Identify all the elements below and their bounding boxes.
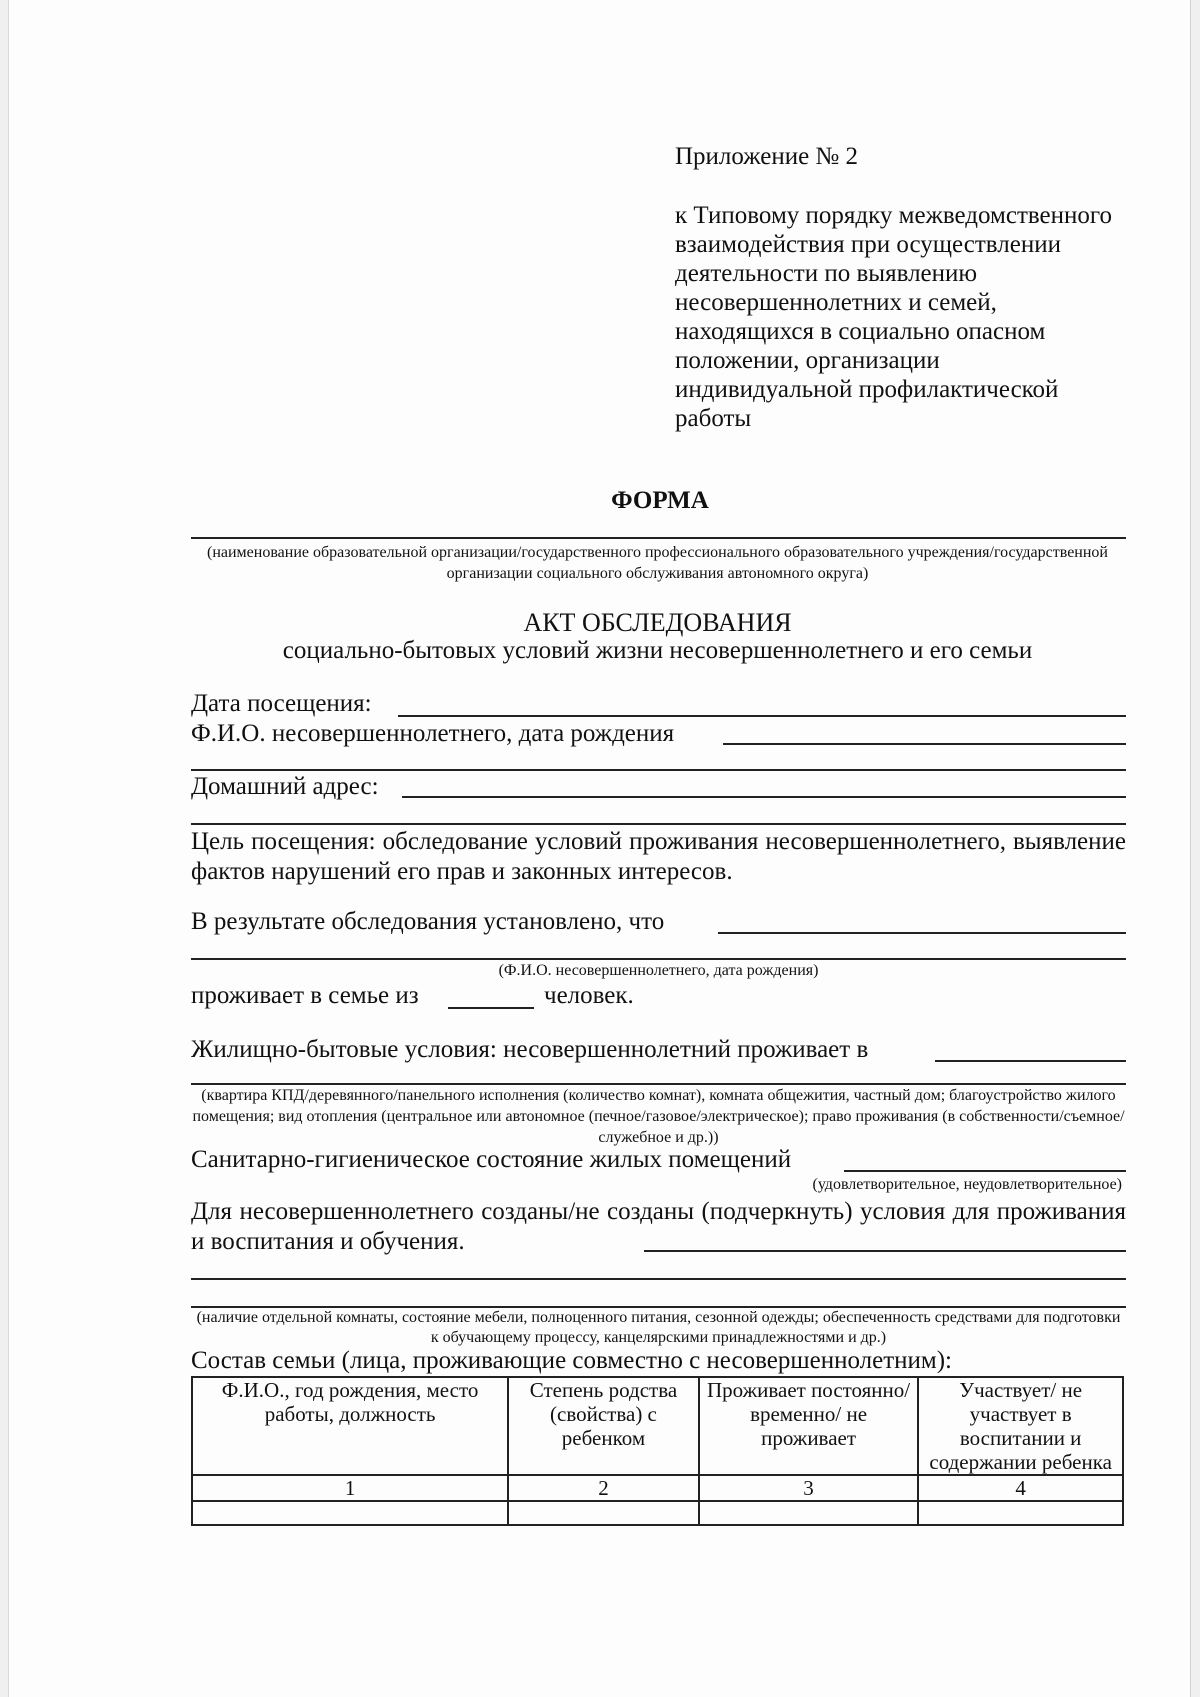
result-line-2 bbox=[191, 958, 1126, 960]
appendix-text: к Типовому порядку межведомственного взаимодействия при осуществлении деятельности по выявлению несовершеннолетних и семей, находящихся в социально опасном положении, организации индивидуальной профилактической работы bbox=[675, 202, 1113, 432]
table-row bbox=[192, 1501, 1123, 1525]
visit-date-label: Дата посещения: bbox=[191, 690, 372, 717]
table-cell bbox=[192, 1501, 508, 1525]
conditions-caption: (наличие отдельной комнаты, состояние мебели, полноценного питания, сезонной одежды; обеспеченность средствами для подготовки к обучающему процессу, канцелярскими принадлежностями и др.) bbox=[196, 1309, 1121, 1346]
result-caption: (Ф.И.О. несовершеннолетнего, дата рождения) bbox=[498, 962, 819, 979]
housing-caption: (квартира КПД/деревянного/панельного исполнения (количество комнат), комната общежития, частный дом; благоустройство жилого помещения; вид отопления (центральное или автономное (печное/газовое/электрическое); право проживания (в собственности/съемное/служебное и др.)) bbox=[192, 1087, 1125, 1146]
family-composition-title: Состав семьи (лица, проживающие совместно с несовершеннолетним): bbox=[191, 1347, 952, 1374]
appendix-number: Приложение № 2 bbox=[675, 143, 859, 170]
living-conditions: Для несовершеннолетнего созданы/не созданы (подчеркнуть) условия для проживания и воспитания и обучения. bbox=[191, 1198, 1126, 1255]
family-table-header bbox=[192, 1377, 1123, 1475]
conditions-line-2 bbox=[191, 1278, 1126, 1280]
housing-label: Жилищно-бытовые условия: несовершеннолетний проживает в bbox=[191, 1036, 869, 1063]
home-address-line-2 bbox=[191, 823, 1126, 825]
table-cell bbox=[918, 1501, 1123, 1525]
home-address-line bbox=[402, 796, 1126, 798]
result-line bbox=[718, 932, 1126, 934]
header-residence: Проживает постоянно/временно/ не проживает bbox=[699, 1377, 919, 1475]
minor-name-line-2 bbox=[191, 769, 1126, 771]
header-name: Ф.И.О., год рождения, место работы, должность bbox=[192, 1377, 508, 1475]
header-relation: Степень родства (свойства) с ребенком bbox=[508, 1377, 699, 1475]
column-number: 3 bbox=[699, 1475, 919, 1501]
family-table bbox=[191, 1376, 1124, 1526]
sanitary-label: Санитарно-гигиеническое состояние жилых помещений bbox=[191, 1146, 792, 1173]
column-number: 2 bbox=[508, 1475, 699, 1501]
conditions-line bbox=[644, 1250, 1126, 1252]
header-participation: Участвует/ не участвует в воспитании и содержании ребенка bbox=[918, 1377, 1123, 1475]
act-title: АКТ ОБСЛЕДОВАНИЯ bbox=[523, 608, 792, 637]
result-label: В результате обследования установлено, что bbox=[191, 908, 665, 935]
org-name-line bbox=[191, 537, 1126, 539]
lives-in-family-prefix: проживает в семье из bbox=[191, 982, 419, 1009]
minor-name-label: Ф.И.О. несовершеннолетнего, дата рождения bbox=[191, 720, 675, 747]
table-cell bbox=[508, 1501, 699, 1525]
family-table-numbers bbox=[192, 1475, 1123, 1501]
visit-purpose: Цель посещения: обследование условий проживания несовершеннолетнего, выявление фактов нарушений его прав и законных интересов. bbox=[191, 828, 1126, 885]
column-number: 1 bbox=[192, 1475, 508, 1501]
sanitary-line bbox=[844, 1170, 1126, 1172]
housing-line bbox=[935, 1060, 1126, 1062]
act-subtitle: социально-бытовых условий жизни несовершеннолетнего и его семьи bbox=[282, 637, 1033, 664]
table-cell bbox=[699, 1501, 919, 1525]
form-title: ФОРМА bbox=[611, 487, 709, 514]
column-number: 4 bbox=[918, 1475, 1123, 1501]
lives-in-family-suffix: человек. bbox=[544, 982, 634, 1009]
home-address-label: Домашний адрес: bbox=[191, 773, 379, 800]
org-caption: (наименование образовательной организации/государственного профессионального образовательного учреждения/государственной организации социального обслуживания автономного округа) bbox=[206, 544, 1108, 582]
family-size-line bbox=[448, 1007, 534, 1009]
sanitary-caption: (удовлетворительное, неудовлетворительное) bbox=[812, 1176, 1122, 1193]
minor-name-line bbox=[723, 743, 1126, 745]
visit-date-line bbox=[398, 715, 1126, 717]
